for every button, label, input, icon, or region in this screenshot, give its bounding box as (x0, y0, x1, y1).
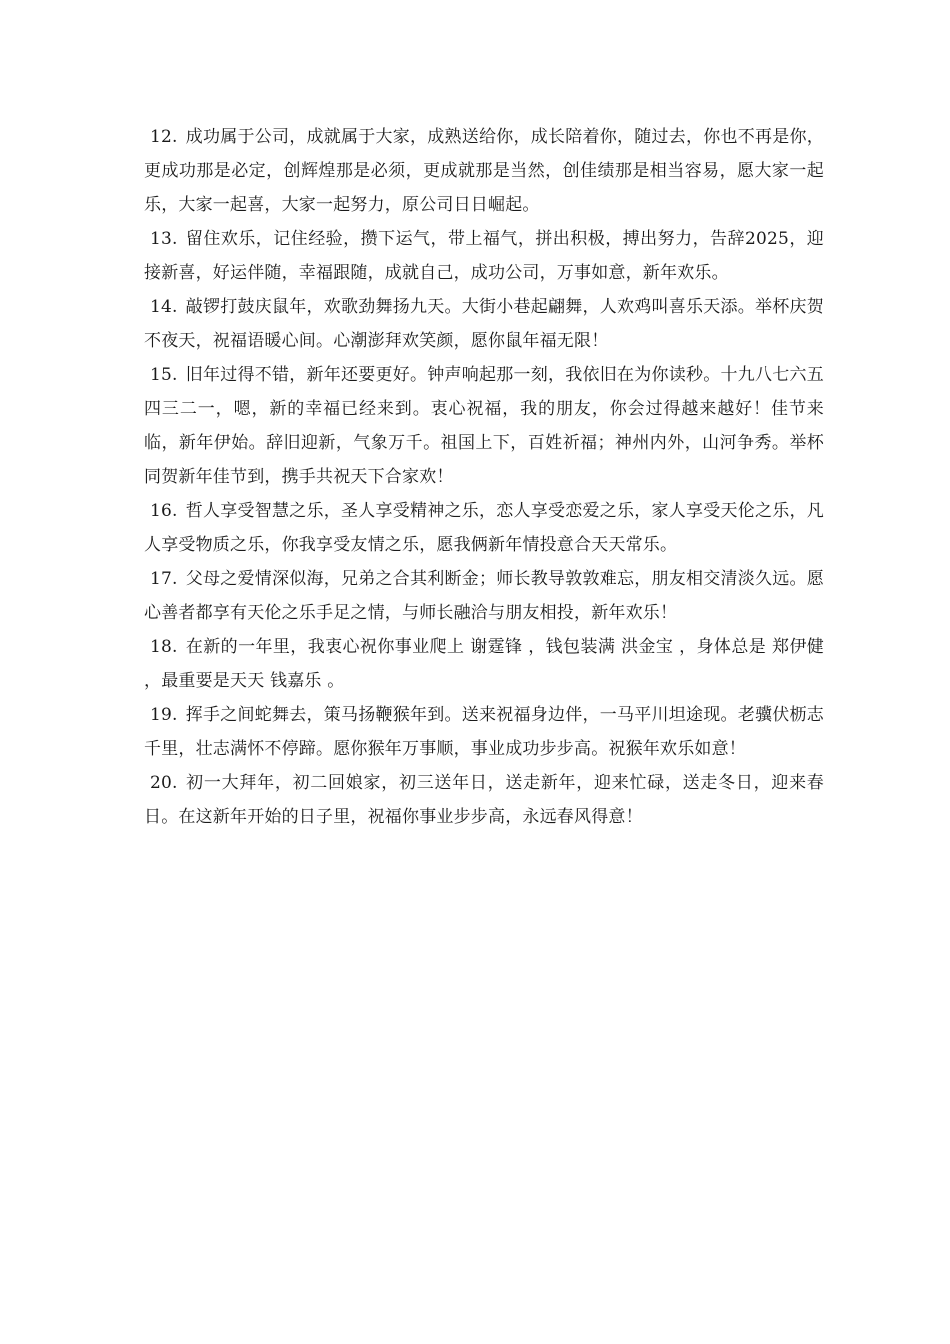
paragraph-text: 哲人享受智慧之乐，圣人享受精神之乐，恋人享受恋爱之乐，家人享受天伦之乐，凡人享受物质之乐，你我享受友情之乐，愿我俩新年情投意合天天常乐。 (144, 501, 824, 555)
paragraph-13 (144, 222, 824, 290)
paragraph-text: 父母之爱情深似海，兄弟之合其利断金；师长教导敦敦难忘，朋友相交清淡久远。愿心善者都享有天伦之乐手足之情，与师长融洽与朋友相投，新年欢乐！ (144, 569, 824, 623)
paragraph-number: 13. (150, 229, 178, 249)
paragraph-text: 旧年过得不错，新年还要更好。钟声响起那一刻，我依旧在为你读秒。十九八七六五四三二一，嗯，新的幸福已经来到。衷心祝福，我的朋友，你会过得越来越好！佳节来临，新年伊始。辞旧迎新，气象万千。祖国上下，百姓祈福；神州内外，山河争秀。举杯同贺新年佳节到，携手共祝天下合家欢！ (144, 365, 824, 487)
paragraph-text: 在新的一年里，我衷心祝你事业爬上 谢霆锋 ，钱包装满 洪金宝 ，身体总是 郑伊健 ，最重要是天天 钱嘉乐 。 (144, 637, 824, 691)
paragraph-number: 18. (150, 637, 178, 657)
paragraph-number: 15. (150, 365, 178, 385)
paragraph-15 (144, 358, 824, 494)
paragraph-text: 初一大拜年，初二回娘家，初三送年日，送走新年，迎来忙碌，送走冬日，迎来春日。在这新年开始的日子里，祝福你事业步步高，永远春风得意！ (144, 773, 824, 827)
paragraph-number: 17. (150, 569, 178, 589)
document-body (144, 120, 824, 834)
paragraph-number: 16. (150, 501, 178, 521)
paragraph-text: 挥手之间蛇舞去，策马扬鞭猴年到。送来祝福身边伴，一马平川坦途现。老骥伏枥志千里，壮志满怀不停蹄。愿你猴年万事顺，事业成功步步高。祝猴年欢乐如意！ (144, 705, 824, 759)
paragraph-14 (144, 290, 824, 358)
paragraph-number: 19. (150, 705, 178, 725)
paragraph-text: 敲锣打鼓庆鼠年，欢歌劲舞扬九天。大街小巷起翩舞，人欢鸡叫喜乐天添。举杯庆贺不夜天，祝福语暖心间。心潮澎拜欢笑颜，愿你鼠年福无限！ (144, 297, 824, 351)
paragraph-number: 20. (150, 773, 178, 793)
paragraph-19 (144, 698, 824, 766)
paragraph-16 (144, 494, 824, 562)
paragraph-number: 14. (150, 297, 178, 317)
paragraph-17 (144, 562, 824, 630)
paragraph-text: 留住欢乐，记住经验，攒下运气，带上福气，拼出积极，搏出努力，告辞2025，迎接新喜，好运伴随，幸福跟随，成就自己，成功公司，万事如意，新年欢乐。 (144, 229, 824, 283)
paragraph-text: 成功属于公司，成就属于大家，成熟送给你，成长陪着你，随过去，你也不再是你，更成功那是必定，创辉煌那是必须，更成就那是当然，创佳绩那是相当容易，愿大家一起乐，大家一起喜，大家一起努力，原公司日日崛起。 (144, 127, 824, 215)
paragraph-20 (144, 766, 824, 834)
paragraph-18 (144, 630, 824, 698)
paragraph-12 (144, 120, 824, 222)
paragraph-number: 12. (150, 127, 178, 147)
